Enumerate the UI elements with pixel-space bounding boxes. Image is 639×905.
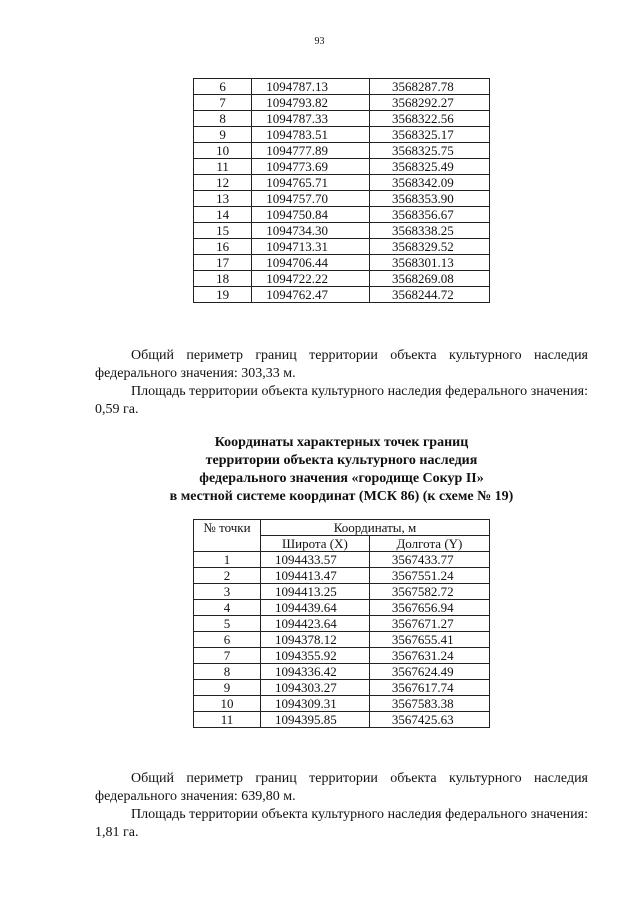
latitude-cell: 1094713.31	[252, 239, 370, 255]
heading-line-3: федерального значения «городище Сокур II»	[199, 471, 484, 486]
longitude-cell: 3568301.13	[370, 255, 490, 271]
latitude-cell: 1094787.13	[252, 79, 370, 95]
table-row	[194, 680, 490, 696]
point-number-cell: 10	[194, 696, 261, 712]
heading-line-1: Координаты характерных точек границ	[214, 435, 469, 450]
latitude-cell: 1094750.84	[252, 207, 370, 223]
table-row	[194, 127, 490, 143]
longitude-cell: 3568325.17	[370, 127, 490, 143]
coordinates-table-sokur	[193, 519, 490, 728]
area-paragraph-1	[95, 383, 588, 419]
header-latitude: Широта (X)	[261, 536, 370, 552]
longitude-cell: 3568322.56	[370, 111, 490, 127]
point-number-cell: 5	[194, 616, 261, 632]
table-row	[194, 696, 490, 712]
longitude-cell: 3567433.77	[369, 552, 489, 568]
longitude-cell: 3568342.09	[370, 175, 490, 191]
latitude-cell: 1094722.22	[252, 271, 370, 287]
area-text-2: Площадь территории объекта культурного наследия федерального значения: 1,81 га.	[95, 807, 588, 840]
longitude-cell: 3568325.75	[370, 143, 490, 159]
point-number-cell: 4	[194, 600, 261, 616]
point-number-cell: 10	[194, 143, 252, 159]
table-row	[194, 568, 490, 584]
longitude-cell: 3568356.67	[370, 207, 490, 223]
latitude-cell: 1094355.92	[261, 648, 370, 664]
point-number-cell: 14	[194, 207, 252, 223]
point-number-cell: 1	[194, 552, 261, 568]
table-row	[194, 664, 490, 680]
longitude-cell: 3567656.94	[369, 600, 489, 616]
perimeter-paragraph-2	[95, 770, 588, 806]
point-number-cell: 9	[194, 127, 252, 143]
point-number-cell: 7	[194, 95, 252, 111]
latitude-cell: 1094773.69	[252, 159, 370, 175]
table-row	[194, 207, 490, 223]
table-row	[194, 239, 490, 255]
area-paragraph-2	[95, 806, 588, 842]
latitude-cell: 1094734.30	[252, 223, 370, 239]
table-row	[194, 79, 490, 95]
latitude-cell: 1094336.42	[261, 664, 370, 680]
perimeter-text-1: Общий периметр границ территории объекта культурного наследия федерального значения: 303,33 м.	[95, 348, 588, 381]
longitude-cell: 3567582.72	[369, 584, 489, 600]
longitude-cell: 3568269.08	[370, 271, 490, 287]
point-number-cell: 6	[194, 632, 261, 648]
latitude-cell: 1094309.31	[261, 696, 370, 712]
point-number-cell: 8	[194, 111, 252, 127]
point-number-cell: 12	[194, 175, 252, 191]
longitude-cell: 3568338.25	[370, 223, 490, 239]
section-heading	[95, 434, 588, 506]
longitude-cell: 3567425.63	[369, 712, 489, 728]
latitude-cell: 1094762.47	[252, 287, 370, 303]
longitude-cell: 3568244.72	[370, 287, 490, 303]
latitude-cell: 1094793.82	[252, 95, 370, 111]
perimeter-paragraph-1	[95, 347, 588, 383]
table-row	[194, 648, 490, 664]
header-coordinates: Координаты, м	[261, 520, 490, 536]
latitude-cell: 1094433.57	[261, 552, 370, 568]
coordinates-table-continued	[193, 78, 490, 303]
table-row	[194, 287, 490, 303]
longitude-cell: 3568292.27	[370, 95, 490, 111]
point-number-cell: 11	[194, 712, 261, 728]
table-row	[194, 600, 490, 616]
longitude-cell: 3568325.49	[370, 159, 490, 175]
point-number-cell: 9	[194, 680, 261, 696]
latitude-cell: 1094777.89	[252, 143, 370, 159]
longitude-cell: 3567617.74	[369, 680, 489, 696]
area-text-1: Площадь территории объекта культурного наследия федерального значения: 0,59 га.	[95, 384, 588, 417]
table-row	[194, 191, 490, 207]
page-number: 93	[314, 36, 325, 47]
point-number-cell: 15	[194, 223, 252, 239]
longitude-cell: 3567655.41	[369, 632, 489, 648]
perimeter-text-2: Общий периметр границ территории объекта культурного наследия федерального значения: 639,80 м.	[95, 771, 588, 804]
longitude-cell: 3567624.49	[369, 664, 489, 680]
latitude-cell: 1094413.47	[261, 568, 370, 584]
point-number-cell: 3	[194, 584, 261, 600]
table-row	[194, 616, 490, 632]
point-number-cell: 8	[194, 664, 261, 680]
latitude-cell: 1094757.70	[252, 191, 370, 207]
latitude-cell: 1094706.44	[252, 255, 370, 271]
point-number-cell: 19	[194, 287, 252, 303]
heading-line-4: в местной системе координат (МСК 86) (к схеме № 19)	[169, 489, 514, 504]
latitude-cell: 1094783.51	[252, 127, 370, 143]
latitude-cell: 1094378.12	[261, 632, 370, 648]
point-number-cell: 16	[194, 239, 252, 255]
latitude-cell: 1094765.71	[252, 175, 370, 191]
longitude-cell: 3567631.24	[369, 648, 489, 664]
table-row	[194, 712, 490, 728]
longitude-cell: 3567551.24	[369, 568, 489, 584]
point-number-cell: 11	[194, 159, 252, 175]
latitude-cell: 1094413.25	[261, 584, 370, 600]
longitude-cell: 3568353.90	[370, 191, 490, 207]
table-row	[194, 223, 490, 239]
point-number-cell: 18	[194, 271, 252, 287]
longitude-cell: 3568329.52	[370, 239, 490, 255]
header-point-number: № точки	[194, 520, 261, 552]
latitude-cell: 1094303.27	[261, 680, 370, 696]
point-number-cell: 7	[194, 648, 261, 664]
point-number-cell: 17	[194, 255, 252, 271]
longitude-cell: 3568287.78	[370, 79, 490, 95]
table-row	[194, 255, 490, 271]
longitude-cell: 3567671.27	[369, 616, 489, 632]
table-row	[194, 143, 490, 159]
header-longitude: Долгота (Y)	[369, 536, 489, 552]
table-row	[194, 632, 490, 648]
latitude-cell: 1094787.33	[252, 111, 370, 127]
table-row	[194, 111, 490, 127]
point-number-cell: 2	[194, 568, 261, 584]
table-row	[194, 271, 490, 287]
point-number-cell: 6	[194, 79, 252, 95]
table-row	[194, 175, 490, 191]
table-row	[194, 95, 490, 111]
heading-line-2: территории объекта культурного наследия	[205, 453, 478, 468]
latitude-cell: 1094423.64	[261, 616, 370, 632]
longitude-cell: 3567583.38	[369, 696, 489, 712]
table-row	[194, 552, 490, 568]
latitude-cell: 1094395.85	[261, 712, 370, 728]
table-row	[194, 159, 490, 175]
point-number-cell: 13	[194, 191, 252, 207]
table-row	[194, 584, 490, 600]
latitude-cell: 1094439.64	[261, 600, 370, 616]
